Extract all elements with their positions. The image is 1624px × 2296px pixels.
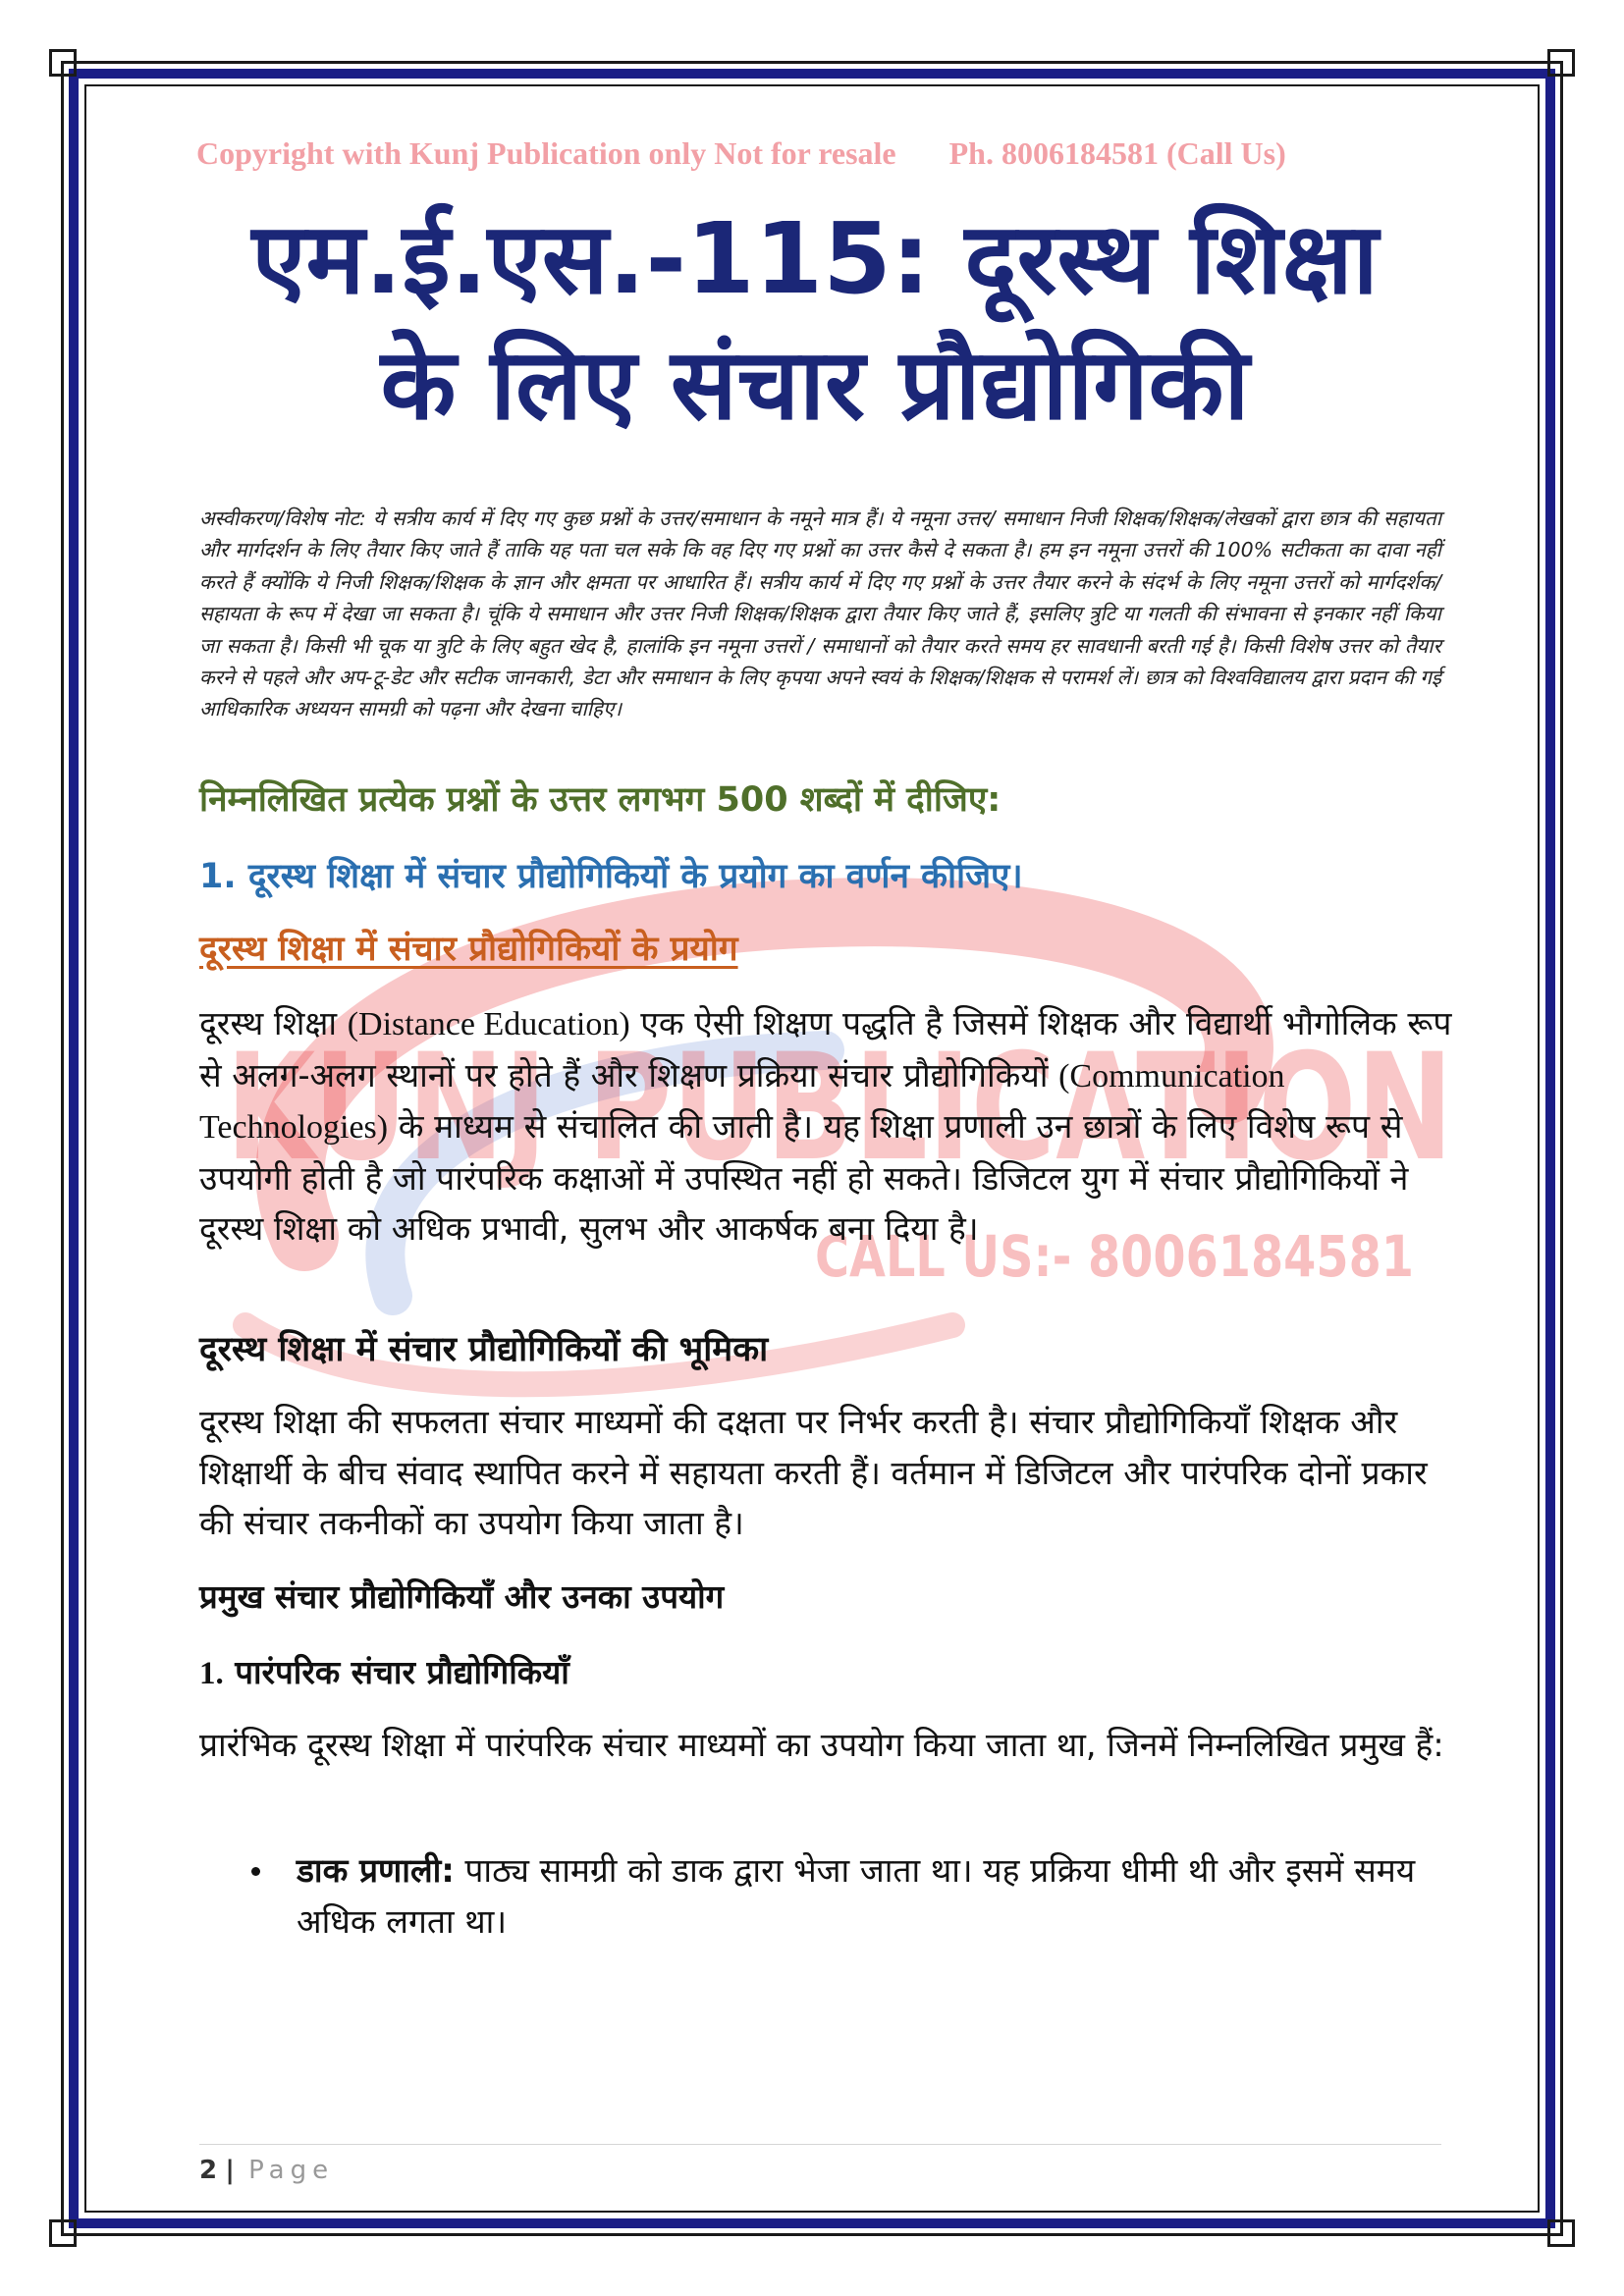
subsection-number: 1. xyxy=(199,1656,224,1691)
subsection-title: पारंपरिक संचार प्रौद्योगिकियाँ xyxy=(223,1653,569,1691)
paragraph-traditional: प्रारंभिक दूरस्थ शिक्षा में पारंपरिक संचार माध्यमों का उपयोग किया जाता था, जिनमें निम्नलिखित प्रमुख हैं: xyxy=(199,1726,1444,1764)
para-english-term: (Distance Education) xyxy=(347,1006,630,1042)
section-heading-major-technologies: प्रमुख संचार प्रौद्योगिकियाँ और उनका उपयोग xyxy=(199,1577,725,1616)
question-1: 1. दूरस्थ शिक्षा में संचार प्रौद्योगिकियों के प्रयोग का वर्णन कीजिए। xyxy=(199,857,1023,896)
copyright-header xyxy=(196,135,1434,172)
page-title xyxy=(177,196,1453,448)
list-item-label: डाक प्रणाली: xyxy=(297,1851,455,1890)
page-number: 2 xyxy=(199,2156,218,2185)
list-item-text xyxy=(297,1845,1430,1947)
para-text: के माध्यम से संचालित की जाती है। यह शिक्षा प्रणाली उन छात्रों के लिए विशेष रूप से उपयोगी होती है जो पारंपरिक कक्षाओं में उपस्थित नहीं हो सकते। डिजिटल युग में संचार प्रौद्योगिकियों ने दूरस्थ शिक्षा को अधिक प्रभावी, सुलभ और आकर्षक बना दिया है। xyxy=(199,1107,1409,1248)
corner-ornament xyxy=(49,2219,77,2247)
bullet-icon xyxy=(251,1867,260,1876)
paragraph-role: दूरस्थ शिक्षा की सफलता संचार माध्यमों की दक्षता पर निर्भर करती है। संचार प्रौद्योगिकियाँ शिक्षक और शिक्षार्थी के बीच संवाद स्थापित करने में सहायता करती हैं। वर्तमान में डिजिटल और पारंपरिक दोनों प्रकार की संचार तकनीकों का उपयोग किया जाता है। xyxy=(199,1403,1428,1542)
title-line-2: के लिए संचार प्रौद्योगिकी xyxy=(380,327,1250,442)
footer-separator: | xyxy=(225,2156,235,2185)
title-line-1: एम.ई.एस.-115: दूरस्थ शिक्षा xyxy=(251,201,1379,316)
watermark-call: CALL US:- 8006184581 xyxy=(815,1223,1414,1290)
section-heading-role: दूरस्थ शिक्षा में संचार प्रौद्योगिकियों की भूमिका xyxy=(199,1330,769,1369)
disclaimer-note: अस्वीकरण/विशेष नोट: ये सत्रीय कार्य में दिए गए कुछ प्रश्नों के उत्तर/समाधान के नमूने मात्र हैं। ये नमूना उत्तर/ समाधान निजी शिक्षक/शिक्षक/लेखकों द्वारा छात्र की सहायता और मार्गदर्शन के लिए तैयार किए जाते हैं ताकि यह पता चल सके कि वह दिए गए प्रश्नों का उत्तर कैसे दे सकता है। हम इन नमूना उत्तरों की 100% सटीकता का दावा नहीं करते हैं क्योंकि ये निजी शिक्षक/शिक्षक के ज्ञान और क्षमता पर आधारित हैं। सत्रीय कार्य में दिए गए प्रश्नों के उत्तर तैयार करने के संदर्भ के लिए नमूना उत्तरों को मार्गदर्शक/सहायता के रूप में देखा जा सकता है। चूंकि ये समाधान और उत्तर निजी शिक्षक/शिक्षक द्वारा तैयार किए जाते हैं, इसलिए त्रुटि या गलती की संभावना से इनकार नहीं किया जा सकता है। किसी भी चूक या त्रुटि के लिए बहुत खेद है, हालांकि इन नमूना उत्तरों / समाधानों को तैयार करते समय हर सावधानी बरती गई है। किसी विशेष उत्तर को तैयार करने से पहले और अप-टू-डेट और सटीक जानकारी, डेटा और समाधान के लिए कृपया अपने स्वयं के शिक्षक/शिक्षक से परामर्श लें। छात्र को विश्वविद्यालय द्वारा प्रदान की गई आधिकारिक अध्ययन सामग्री को पढ़ना और देखना चाहिए। xyxy=(199,507,1441,721)
para-english-term: (Communication Technologies) xyxy=(199,1057,1285,1146)
corner-ornament xyxy=(49,49,77,77)
list-item-body: पाठ्य सामग्री को डाक द्वारा भेजा जाता था। यह प्रक्रिया धीमी थी और इसमें समय अधिक लगता था। xyxy=(297,1851,1416,1941)
answer-subheading: दूरस्थ शिक्षा में संचार प्रौद्योगिकियों के प्रयोग xyxy=(199,930,738,969)
page-label: Page xyxy=(248,2156,335,2185)
watermark-brand: KUNJ PUBLICATION xyxy=(226,1023,1453,1194)
para-text: दूरस्थ शिक्षा xyxy=(199,1004,348,1042)
phone-number: Ph. 8006184581 (Call Us) xyxy=(948,135,1286,171)
instruction-heading: निम्नलिखित प्रत्येक प्रश्नों के उत्तर लगभग 500 शब्दों में दीजिए: xyxy=(199,780,1001,820)
page-footer xyxy=(199,2156,334,2185)
paragraph-intro xyxy=(199,998,1456,1255)
list-item xyxy=(251,1845,1430,1947)
footer-divider xyxy=(199,2144,1441,2145)
corner-ornament xyxy=(1547,49,1575,77)
para-text: एक ऐसी शिक्षण पद्धति है जिसमें शिक्षक और विद्यार्थी भौगोलिक रूप से अलग-अलग स्थानों पर होते हैं और शिक्षण प्रक्रिया संचार प्रौद्योगिकियों xyxy=(199,1004,1452,1095)
corner-ornament xyxy=(1547,2219,1575,2247)
copyright-text: Copyright with Kunj Publication only Not for resale xyxy=(196,135,896,171)
subsection-heading-traditional xyxy=(199,1649,569,1693)
